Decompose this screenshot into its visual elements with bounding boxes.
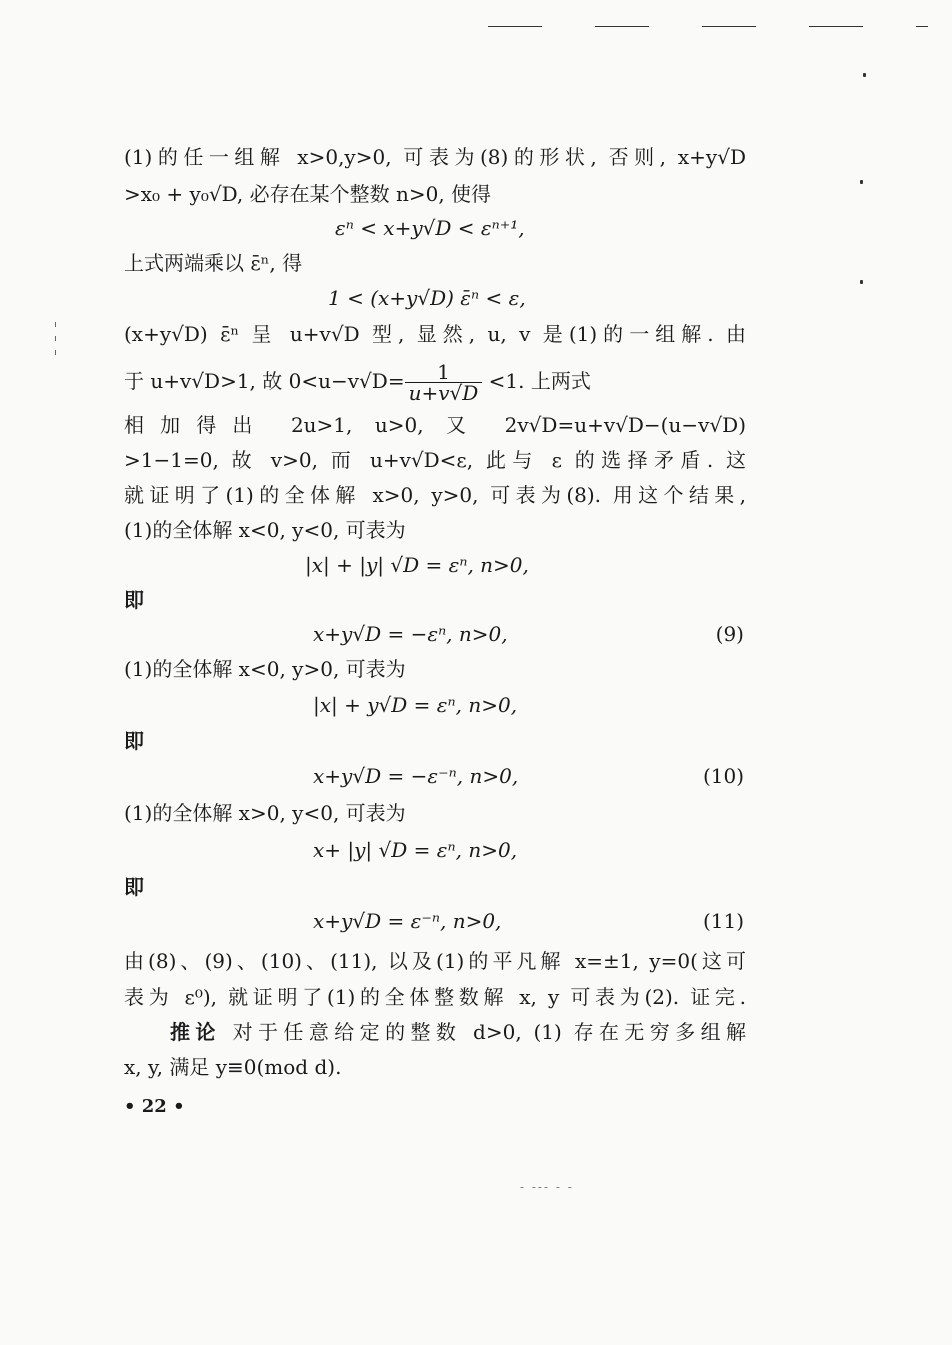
equation: 1 < (x+y√D) ε̄ⁿ < ε, [328, 286, 526, 310]
equation-number: (9) [715, 622, 744, 646]
scan-tick [55, 336, 56, 341]
fraction [405, 362, 483, 403]
text-line: 表为 ε⁰), 就证明了(1)的全体整数解 x, y 可表为(2). 证完. [124, 985, 746, 1009]
equation: x+y√D = −ε⁻ⁿ, n>0, [313, 764, 519, 788]
equation: x+ |y| √D = εⁿ, n>0, [313, 838, 518, 862]
equation: εⁿ < x+y√D < εⁿ⁺¹, [335, 216, 525, 240]
label-ji: 即 [124, 729, 144, 753]
header-rule [916, 26, 928, 27]
header-rule [702, 26, 756, 27]
text-segment: <1. 上两式 [488, 369, 591, 393]
equation: |x| + |y| √D = εⁿ, n>0, [305, 553, 529, 577]
text-line-with-fraction [124, 362, 746, 403]
page-number: • 22 • [124, 1096, 185, 1117]
corollary-text: 对于任意给定的整数 d>0, (1) 存在无穷多组解 [232, 1020, 747, 1044]
text-line: x, y, 满足 y≡0(mod d). [124, 1055, 342, 1079]
label-ji: 即 [124, 588, 144, 612]
header-rule [809, 26, 863, 27]
equation-number: (10) [702, 764, 744, 788]
header-rule [595, 26, 649, 27]
scan-dot [860, 180, 863, 184]
text-line: >x₀ + y₀√D, 必存在某个整数 n>0, 使得 [124, 182, 492, 206]
corollary-label: 推论 [170, 1020, 221, 1044]
text-segment: 于 u+v√D>1, 故 0<u−v√D= [124, 369, 405, 393]
text-line: (1)的任一组解 x>0,y>0, 可表为(8)的形状, 否则, x+y√D [124, 145, 746, 169]
text-line: >1−1=0, 故 v>0, 而 u+v√D<ε, 此与 ε 的选择矛盾. 这 [124, 448, 746, 472]
fraction-denominator: u+v√D [408, 381, 479, 405]
text-line: 相加得出 2u>1, u>0, 又 2v√D=u+v√D−(u−v√D) [124, 413, 746, 437]
label-ji: 即 [124, 875, 144, 899]
scan-marks: - --- - - [520, 1180, 574, 1194]
fraction-numerator: 1 [405, 362, 483, 383]
corollary-line [170, 1015, 746, 1049]
text-line: 由(8)、(9)、(10)、(11), 以及(1)的平凡解 x=±1, y=0(这可 [124, 949, 746, 973]
equation: |x| + y√D = εⁿ, n>0, [313, 693, 518, 717]
header-rule [488, 26, 542, 27]
equation: x+y√D = −εⁿ, n>0, [313, 622, 508, 646]
equation-number: (11) [702, 909, 744, 933]
scan-dot [860, 280, 863, 284]
text-line: (1)的全体解 x<0, y>0, 可表为 [124, 657, 406, 681]
scan-tick [55, 322, 56, 327]
text-line: (1)的全体解 x>0, y<0, 可表为 [124, 801, 406, 825]
text-line: 就证明了(1)的全体解 x>0, y>0, 可表为(8). 用这个结果, [124, 483, 746, 507]
scan-tick [55, 350, 56, 355]
text-line: (1)的全体解 x<0, y<0, 可表为 [124, 518, 406, 542]
equation: x+y√D = ε⁻ⁿ, n>0, [313, 909, 502, 933]
text-line: (x+y√D) ε̄ⁿ 呈 u+v√D 型, 显然, u, v 是(1)的一组解. 由 [124, 322, 746, 346]
scan-dot [863, 73, 866, 77]
text-line: 上式两端乘以 ε̄ⁿ, 得 [124, 251, 303, 275]
